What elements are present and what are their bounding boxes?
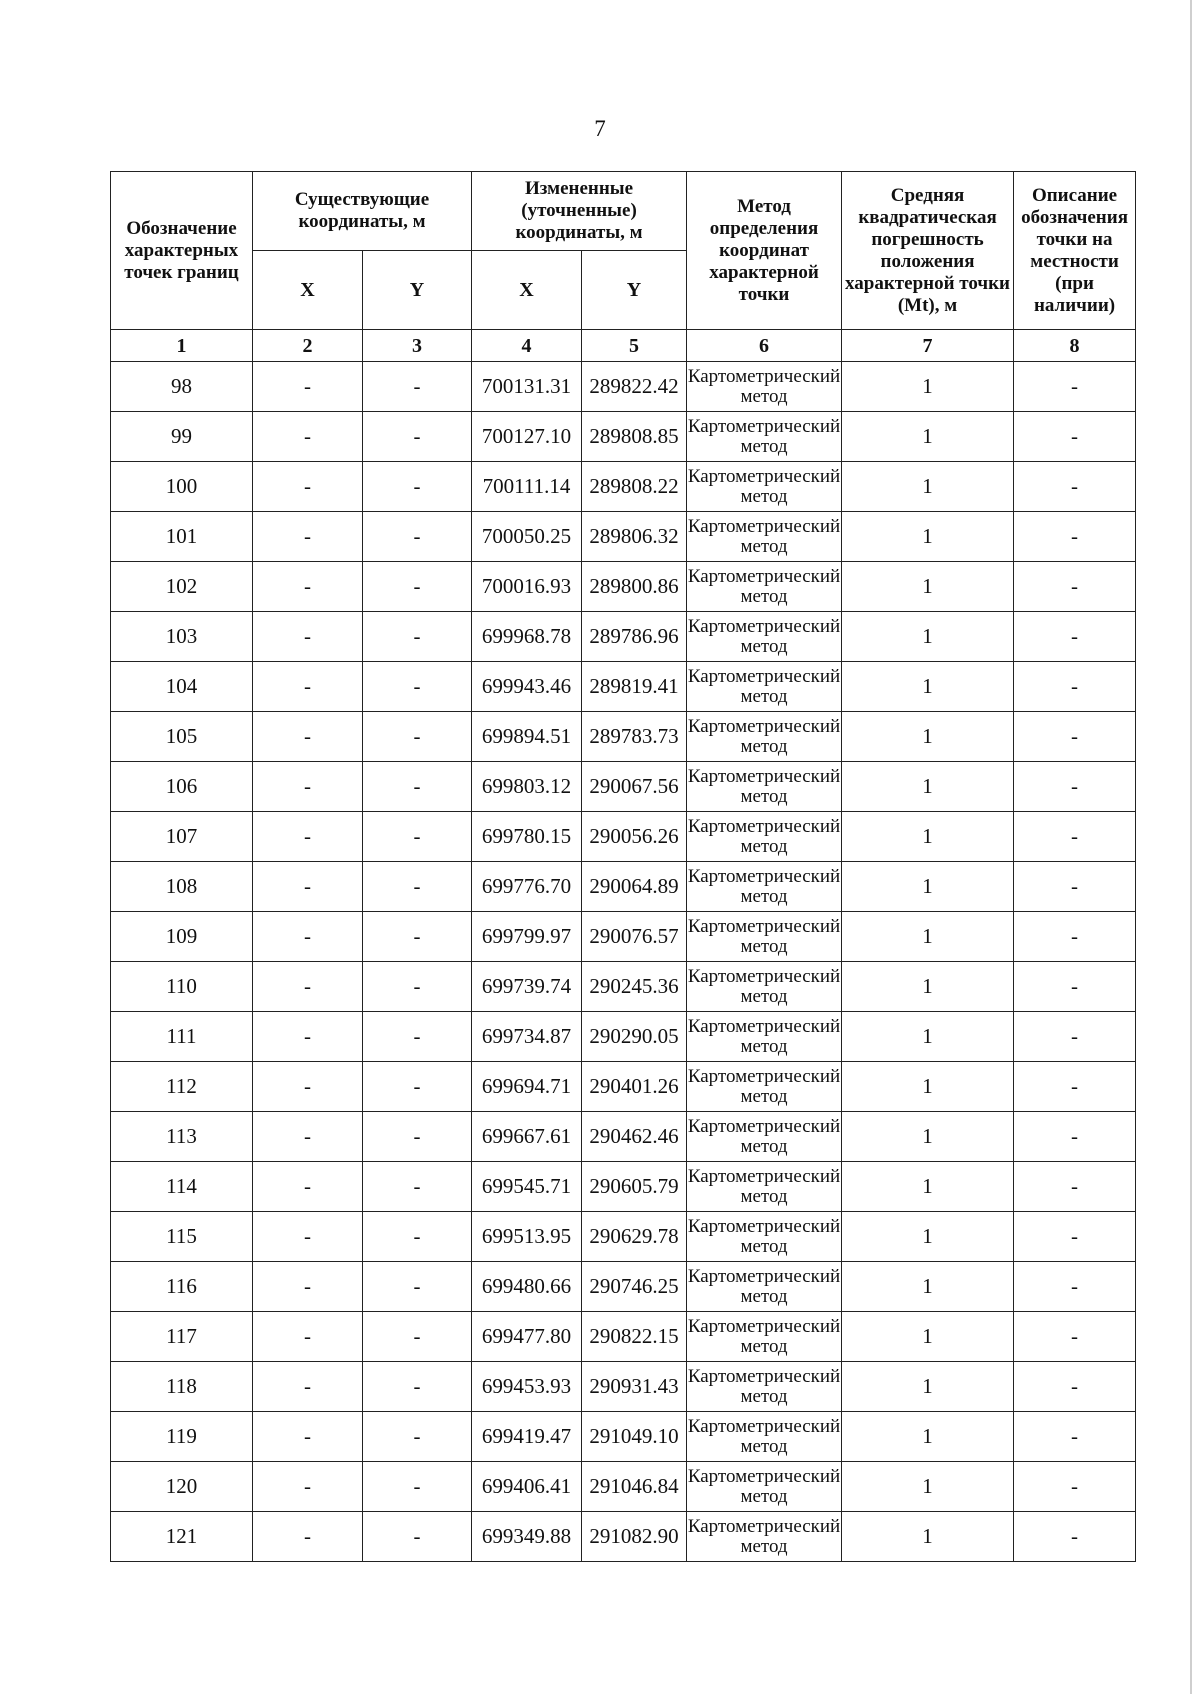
changed-x-cell: 699667.61 <box>472 1112 582 1162</box>
changed-x-cell: 700127.10 <box>472 412 582 462</box>
changed-x-cell: 699799.97 <box>472 912 582 962</box>
point-number-cell: 120 <box>111 1462 253 1512</box>
error-cell: 1 <box>842 1062 1014 1112</box>
header-existing-coordinates: Существующие координаты, м <box>253 172 472 251</box>
error-cell: 1 <box>842 1412 1014 1462</box>
changed-x-cell: 699968.78 <box>472 612 582 662</box>
changed-y-cell: 289783.73 <box>582 712 687 762</box>
changed-x-cell: 699803.12 <box>472 762 582 812</box>
changed-x-cell: 700131.31 <box>472 362 582 412</box>
existing-x-cell: - <box>253 1112 363 1162</box>
point-number-cell: 99 <box>111 412 253 462</box>
table-row <box>111 1112 1136 1162</box>
method-cell: Картометрический метод <box>687 1012 842 1062</box>
error-cell: 1 <box>842 912 1014 962</box>
changed-x-cell: 699894.51 <box>472 712 582 762</box>
error-cell: 1 <box>842 1212 1014 1262</box>
table-row <box>111 1262 1136 1312</box>
description-cell: - <box>1014 1162 1136 1212</box>
changed-y-cell: 289786.96 <box>582 612 687 662</box>
point-number-cell: 112 <box>111 1062 253 1112</box>
method-cell: Картометрический метод <box>687 362 842 412</box>
table-row <box>111 1462 1136 1512</box>
method-cell: Картометрический метод <box>687 912 842 962</box>
point-number-cell: 103 <box>111 612 253 662</box>
method-cell: Картометрический метод <box>687 612 842 662</box>
changed-y-cell: 289819.41 <box>582 662 687 712</box>
table-row <box>111 762 1136 812</box>
coordinates-table <box>110 171 1136 1562</box>
description-cell: - <box>1014 1362 1136 1412</box>
table-row <box>111 812 1136 862</box>
method-cell: Картометрический метод <box>687 1312 842 1362</box>
description-cell: - <box>1014 1412 1136 1462</box>
point-number-cell: 100 <box>111 462 253 512</box>
changed-y-cell: 290462.46 <box>582 1112 687 1162</box>
description-cell: - <box>1014 1312 1136 1362</box>
point-number-cell: 116 <box>111 1262 253 1312</box>
table-row <box>111 1212 1136 1262</box>
point-number-cell: 108 <box>111 862 253 912</box>
changed-y-cell: 290067.56 <box>582 762 687 812</box>
existing-x-cell: - <box>253 1262 363 1312</box>
changed-y-cell: 290290.05 <box>582 1012 687 1062</box>
existing-x-cell: - <box>253 1312 363 1362</box>
table-row <box>111 712 1136 762</box>
description-cell: - <box>1014 662 1136 712</box>
existing-y-cell: - <box>363 612 472 662</box>
point-number-cell: 117 <box>111 1312 253 1362</box>
changed-x-cell: 699694.71 <box>472 1062 582 1112</box>
existing-x-cell: - <box>253 412 363 462</box>
description-cell: - <box>1014 1112 1136 1162</box>
error-cell: 1 <box>842 1162 1014 1212</box>
point-number-cell: 101 <box>111 512 253 562</box>
method-cell: Картометрический метод <box>687 662 842 712</box>
description-cell: - <box>1014 962 1136 1012</box>
column-number: 3 <box>363 330 472 362</box>
table-row <box>111 1312 1136 1362</box>
error-cell: 1 <box>842 1512 1014 1562</box>
column-number: 4 <box>472 330 582 362</box>
existing-x-cell: - <box>253 962 363 1012</box>
changed-x-cell: 699776.70 <box>472 862 582 912</box>
existing-x-cell: - <box>253 1362 363 1412</box>
column-number: 7 <box>842 330 1014 362</box>
existing-x-cell: - <box>253 862 363 912</box>
error-cell: 1 <box>842 812 1014 862</box>
table-row <box>111 662 1136 712</box>
point-number-cell: 110 <box>111 962 253 1012</box>
changed-y-cell: 290076.57 <box>582 912 687 962</box>
existing-x-cell: - <box>253 512 363 562</box>
changed-x-cell: 699513.95 <box>472 1212 582 1262</box>
existing-y-cell: - <box>363 812 472 862</box>
description-cell: - <box>1014 1062 1136 1112</box>
method-cell: Картометрический метод <box>687 1212 842 1262</box>
header-error: Средняя квадратическая погрешность положения характерной точки (Mt), м <box>842 172 1014 330</box>
existing-x-cell: - <box>253 1162 363 1212</box>
error-cell: 1 <box>842 562 1014 612</box>
changed-x-cell: 699739.74 <box>472 962 582 1012</box>
changed-x-cell: 699943.46 <box>472 662 582 712</box>
changed-y-cell: 289808.85 <box>582 412 687 462</box>
description-cell: - <box>1014 912 1136 962</box>
error-cell: 1 <box>842 712 1014 762</box>
method-cell: Картометрический метод <box>687 1062 842 1112</box>
point-number-cell: 102 <box>111 562 253 612</box>
error-cell: 1 <box>842 612 1014 662</box>
existing-y-cell: - <box>363 1162 472 1212</box>
existing-x-cell: - <box>253 762 363 812</box>
description-cell: - <box>1014 412 1136 462</box>
table-row <box>111 1162 1136 1212</box>
point-number-cell: 113 <box>111 1112 253 1162</box>
existing-y-cell: - <box>363 1312 472 1362</box>
column-number-row <box>111 330 1136 362</box>
existing-x-cell: - <box>253 1512 363 1562</box>
changed-y-cell: 289806.32 <box>582 512 687 562</box>
changed-x-cell: 699734.87 <box>472 1012 582 1062</box>
header-changed-x: X <box>472 251 582 330</box>
changed-x-cell: 699453.93 <box>472 1362 582 1412</box>
changed-y-cell: 291082.90 <box>582 1512 687 1562</box>
existing-y-cell: - <box>363 412 472 462</box>
changed-y-cell: 290931.43 <box>582 1362 687 1412</box>
method-cell: Картометрический метод <box>687 462 842 512</box>
table-row <box>111 462 1136 512</box>
existing-y-cell: - <box>363 762 472 812</box>
existing-y-cell: - <box>363 462 472 512</box>
method-cell: Картометрический метод <box>687 1112 842 1162</box>
method-cell: Картометрический метод <box>687 712 842 762</box>
table-row <box>111 412 1136 462</box>
table-body <box>111 362 1136 1562</box>
changed-x-cell: 699349.88 <box>472 1512 582 1562</box>
table-row <box>111 612 1136 662</box>
description-cell: - <box>1014 1012 1136 1062</box>
description-cell: - <box>1014 762 1136 812</box>
point-number-cell: 114 <box>111 1162 253 1212</box>
existing-y-cell: - <box>363 1212 472 1262</box>
changed-y-cell: 289800.86 <box>582 562 687 612</box>
header-changed-y: Y <box>582 251 687 330</box>
description-cell: - <box>1014 462 1136 512</box>
existing-x-cell: - <box>253 1412 363 1462</box>
table-row <box>111 862 1136 912</box>
page-number: 7 <box>594 116 606 141</box>
changed-x-cell: 699545.71 <box>472 1162 582 1212</box>
existing-x-cell: - <box>253 462 363 512</box>
existing-x-cell: - <box>253 1062 363 1112</box>
method-cell: Картометрический метод <box>687 862 842 912</box>
column-number: 8 <box>1014 330 1136 362</box>
method-cell: Картометрический метод <box>687 512 842 562</box>
existing-y-cell: - <box>363 1512 472 1562</box>
existing-y-cell: - <box>363 1112 472 1162</box>
point-number-cell: 118 <box>111 1362 253 1412</box>
point-number-cell: 107 <box>111 812 253 862</box>
existing-y-cell: - <box>363 1012 472 1062</box>
error-cell: 1 <box>842 1012 1014 1062</box>
error-cell: 1 <box>842 862 1014 912</box>
header-method: Метод определения координат характерной точки <box>687 172 842 330</box>
existing-y-cell: - <box>363 912 472 962</box>
header-designation: Обозначение характерных точек границ <box>111 172 253 330</box>
changed-x-cell: 699419.47 <box>472 1412 582 1462</box>
existing-x-cell: - <box>253 1012 363 1062</box>
table-row <box>111 1412 1136 1462</box>
table-row <box>111 962 1136 1012</box>
header-changed-coordinates: Измененные (уточненные) координаты, м <box>472 172 687 251</box>
error-cell: 1 <box>842 512 1014 562</box>
method-cell: Картометрический метод <box>687 812 842 862</box>
description-cell: - <box>1014 562 1136 612</box>
description-cell: - <box>1014 712 1136 762</box>
description-cell: - <box>1014 362 1136 412</box>
changed-y-cell: 290746.25 <box>582 1262 687 1312</box>
existing-y-cell: - <box>363 1412 472 1462</box>
error-cell: 1 <box>842 962 1014 1012</box>
existing-x-cell: - <box>253 1212 363 1262</box>
method-cell: Картометрический метод <box>687 962 842 1012</box>
existing-y-cell: - <box>363 1462 472 1512</box>
table-row <box>111 1362 1136 1412</box>
page-edge-line <box>1190 0 1192 1694</box>
existing-y-cell: - <box>363 1062 472 1112</box>
changed-y-cell: 290245.36 <box>582 962 687 1012</box>
table-row <box>111 362 1136 412</box>
description-cell: - <box>1014 1462 1136 1512</box>
existing-x-cell: - <box>253 562 363 612</box>
table-row <box>111 1012 1136 1062</box>
error-cell: 1 <box>842 1312 1014 1362</box>
changed-x-cell: 699406.41 <box>472 1462 582 1512</box>
method-cell: Картометрический метод <box>687 1412 842 1462</box>
point-number-cell: 115 <box>111 1212 253 1262</box>
changed-y-cell: 290064.89 <box>582 862 687 912</box>
changed-x-cell: 699480.66 <box>472 1262 582 1312</box>
changed-x-cell: 699780.15 <box>472 812 582 862</box>
existing-y-cell: - <box>363 662 472 712</box>
changed-y-cell: 289808.22 <box>582 462 687 512</box>
description-cell: - <box>1014 1262 1136 1312</box>
header-description: Описание обозначения точки на местности (при наличии) <box>1014 172 1136 330</box>
description-cell: - <box>1014 1212 1136 1262</box>
header-existing-x: X <box>253 251 363 330</box>
method-cell: Картометрический метод <box>687 1512 842 1562</box>
description-cell: - <box>1014 812 1136 862</box>
error-cell: 1 <box>842 362 1014 412</box>
changed-x-cell: 699477.80 <box>472 1312 582 1362</box>
point-number-cell: 106 <box>111 762 253 812</box>
changed-y-cell: 290056.26 <box>582 812 687 862</box>
method-cell: Картометрический метод <box>687 1362 842 1412</box>
point-number-cell: 109 <box>111 912 253 962</box>
table-row <box>111 1512 1136 1562</box>
column-number: 5 <box>582 330 687 362</box>
method-cell: Картометрический метод <box>687 562 842 612</box>
description-cell: - <box>1014 512 1136 562</box>
point-number-cell: 111 <box>111 1012 253 1062</box>
existing-x-cell: - <box>253 912 363 962</box>
existing-y-cell: - <box>363 962 472 1012</box>
error-cell: 1 <box>842 412 1014 462</box>
existing-y-cell: - <box>363 562 472 612</box>
changed-x-cell: 700111.14 <box>472 462 582 512</box>
existing-x-cell: - <box>253 1462 363 1512</box>
description-cell: - <box>1014 612 1136 662</box>
description-cell: - <box>1014 1512 1136 1562</box>
existing-x-cell: - <box>253 712 363 762</box>
error-cell: 1 <box>842 1112 1014 1162</box>
point-number-cell: 119 <box>111 1412 253 1462</box>
existing-y-cell: - <box>363 362 472 412</box>
error-cell: 1 <box>842 662 1014 712</box>
point-number-cell: 104 <box>111 662 253 712</box>
existing-x-cell: - <box>253 612 363 662</box>
existing-x-cell: - <box>253 362 363 412</box>
existing-y-cell: - <box>363 1362 472 1412</box>
changed-y-cell: 290822.15 <box>582 1312 687 1362</box>
table-row <box>111 562 1136 612</box>
table-row <box>111 512 1136 562</box>
table-row <box>111 912 1136 962</box>
method-cell: Картометрический метод <box>687 1162 842 1212</box>
changed-y-cell: 290401.26 <box>582 1062 687 1112</box>
existing-x-cell: - <box>253 812 363 862</box>
changed-y-cell: 290629.78 <box>582 1212 687 1262</box>
changed-y-cell: 289822.42 <box>582 362 687 412</box>
method-cell: Картометрический метод <box>687 1462 842 1512</box>
description-cell: - <box>1014 862 1136 912</box>
column-number: 6 <box>687 330 842 362</box>
changed-y-cell: 291049.10 <box>582 1412 687 1462</box>
point-number-cell: 105 <box>111 712 253 762</box>
column-number: 1 <box>111 330 253 362</box>
error-cell: 1 <box>842 762 1014 812</box>
existing-y-cell: - <box>363 512 472 562</box>
table-row <box>111 1062 1136 1112</box>
changed-x-cell: 700050.25 <box>472 512 582 562</box>
method-cell: Картометрический метод <box>687 412 842 462</box>
method-cell: Картометрический метод <box>687 1262 842 1312</box>
error-cell: 1 <box>842 1362 1014 1412</box>
error-cell: 1 <box>842 1462 1014 1512</box>
point-number-cell: 121 <box>111 1512 253 1562</box>
point-number-cell: 98 <box>111 362 253 412</box>
changed-y-cell: 290605.79 <box>582 1162 687 1212</box>
existing-x-cell: - <box>253 662 363 712</box>
existing-y-cell: - <box>363 1262 472 1312</box>
column-number: 2 <box>253 330 363 362</box>
error-cell: 1 <box>842 1262 1014 1312</box>
header-existing-y: Y <box>363 251 472 330</box>
existing-y-cell: - <box>363 862 472 912</box>
method-cell: Картометрический метод <box>687 762 842 812</box>
changed-x-cell: 700016.93 <box>472 562 582 612</box>
existing-y-cell: - <box>363 712 472 762</box>
error-cell: 1 <box>842 462 1014 512</box>
changed-y-cell: 291046.84 <box>582 1462 687 1512</box>
